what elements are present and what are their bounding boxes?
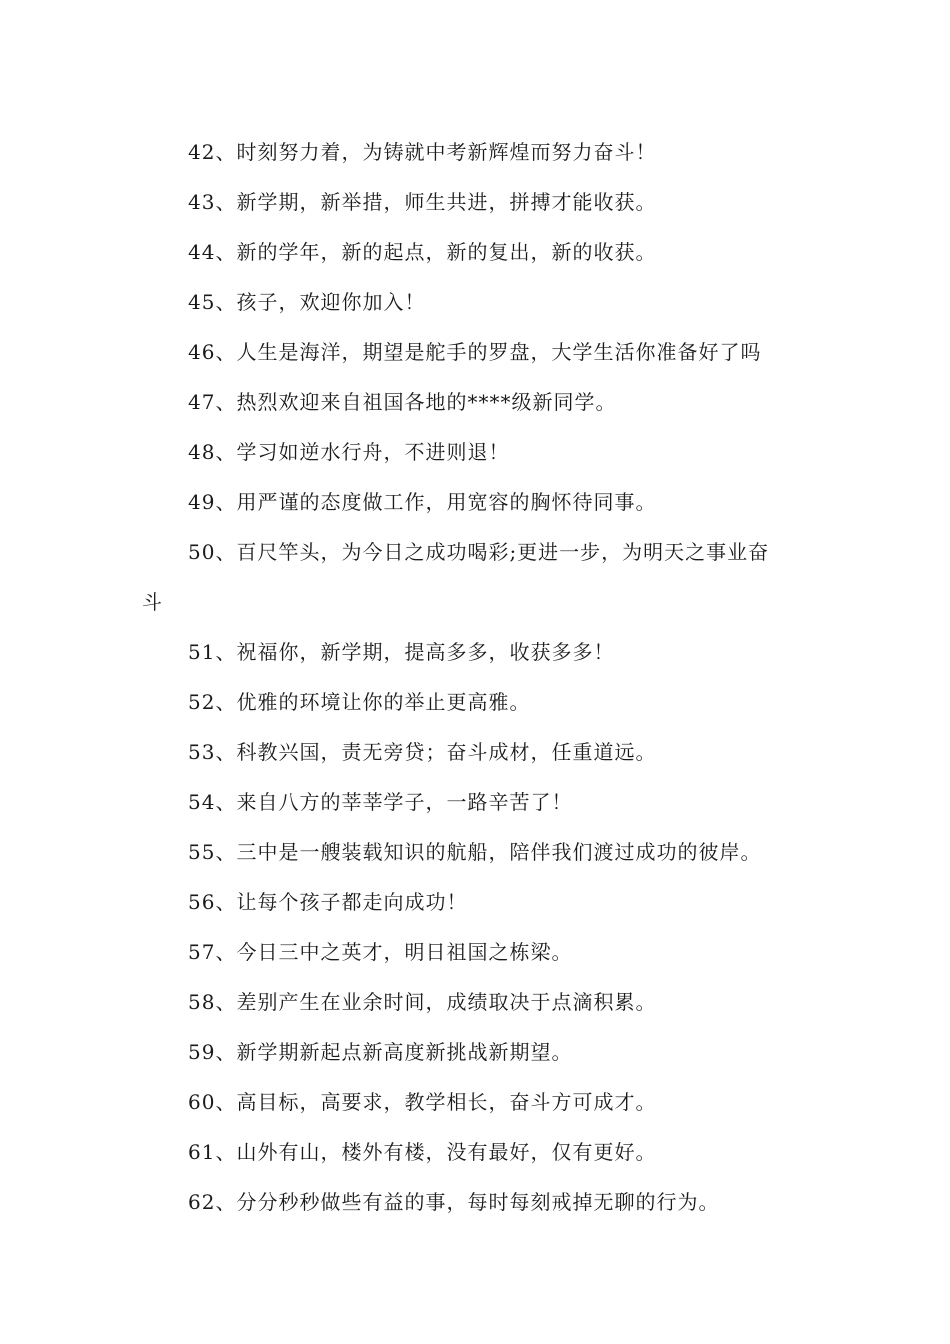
- slogan-51: 51、祝福你，新学期，提高多多，收获多多！: [188, 640, 615, 664]
- slogan-42: 42、时刻努力着，为铸就中考新辉煌而努力奋斗！: [188, 140, 657, 164]
- slogan-48: 48、学习如逆水行舟，不进则退！: [188, 440, 510, 464]
- slogan-59: 59、新学期新起点新高度新挑战新期望。: [188, 1040, 573, 1064]
- slogan-53: 53、科教兴国，责无旁贷；奋斗成材，任重道远。: [188, 740, 657, 764]
- slogan-46: 46、人生是海洋，期望是舵手的罗盘，大学生活你准备好了吗: [188, 340, 762, 364]
- slogan-62: 62、分分秒秒做些有益的事，每时每刻戒掉无聊的行为。: [188, 1190, 720, 1214]
- slogan-57: 57、今日三中之英才，明日祖国之栋梁。: [188, 940, 573, 964]
- slogan-52: 52、优雅的环境让你的举止更高雅。: [188, 690, 531, 714]
- slogan-55: 55、三中是一艘装载知识的航船，陪伴我们渡过成功的彼岸。: [188, 840, 762, 864]
- slogan-49: 49、用严谨的态度做工作，用宽容的胸怀待同事。: [188, 490, 657, 514]
- slogan-50-continuation: 斗: [142, 590, 163, 614]
- slogan-43: 43、新学期，新举措，师生共进，拼搏才能收获。: [188, 190, 657, 214]
- slogan-47: 47、热烈欢迎来自祖国各地的****级新同学。: [188, 390, 617, 414]
- slogan-54: 54、来自八方的莘莘学子，一路辛苦了！: [188, 790, 573, 814]
- slogan-60: 60、高目标，高要求，教学相长，奋斗方可成才。: [188, 1090, 657, 1114]
- slogan-58: 58、差别产生在业余时间，成绩取决于点滴积累。: [188, 990, 657, 1014]
- slogan-45: 45、孩子，欢迎你加入！: [188, 290, 426, 314]
- slogan-56: 56、让每个孩子都走向成功！: [188, 890, 468, 914]
- slogan-61: 61、山外有山，楼外有楼，没有最好，仅有更好。: [188, 1140, 657, 1164]
- slogan-50: 50、百尺竿头，为今日之成功喝彩;更进一步，为明天之事业奋: [188, 540, 770, 564]
- slogan-44: 44、新的学年，新的起点，新的复出，新的收获。: [188, 240, 657, 264]
